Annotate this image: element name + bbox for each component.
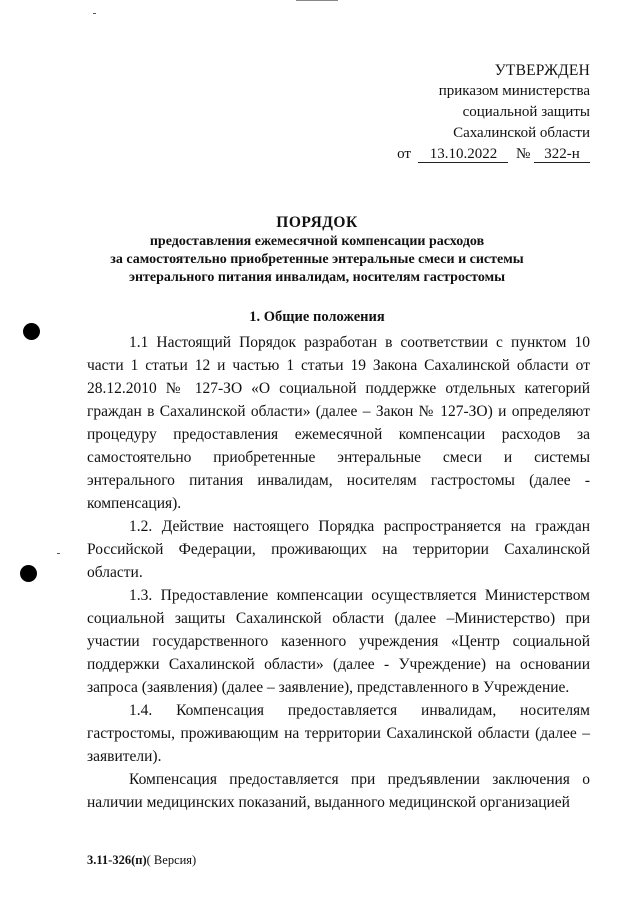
paragraph-continuation: Компенсация предоставляется при предъявлении заключения о наличии медицинских показаний, выданного медицинской организацией bbox=[87, 771, 590, 811]
paragraph-1-2: 1.2. Действие настоящего Порядка распространяется на граждан Российской Федерации, проживающих на территории Сахалинской области. bbox=[87, 518, 590, 581]
title-subtitle-3: энтерального питания инвалидам, носителям гастростомы bbox=[128, 270, 506, 285]
document-title bbox=[0, 213, 634, 287]
title-subtitle-1: предоставления ежемесячной компенсации расходов bbox=[149, 234, 485, 249]
scan-speck bbox=[57, 553, 60, 554]
approval-title: УТВЕРЖДЕН bbox=[494, 62, 590, 79]
number-sign: № bbox=[515, 146, 531, 162]
title-subtitle-2: за самостоятельно приобретенные энтеральные смеси и системы bbox=[110, 252, 524, 267]
punch-hole-bottom bbox=[20, 565, 37, 582]
approval-number: 322-н bbox=[534, 146, 590, 163]
footer-code: 3.11-326(п) bbox=[87, 853, 147, 867]
document-body bbox=[87, 331, 590, 814]
section-heading: 1. Общие положения bbox=[249, 309, 385, 325]
date-prefix: от bbox=[397, 146, 411, 162]
document-footer bbox=[87, 853, 196, 868]
paragraph-1-3: 1.3. Предоставление компенсации осуществляется Министерством социальной защиты Сахалинской области (далее –Министерство) при участии государственного казенного учреждения «Центр социальной поддержки Сахалинской области» (далее - Учреждение) на основании запроса (заявления) (далее – заявление), представленного в Учреждение. bbox=[87, 587, 590, 696]
approval-stamp bbox=[350, 60, 590, 165]
title-main: ПОРЯДОК bbox=[276, 214, 358, 231]
footer-version: ( Версия) bbox=[146, 853, 197, 867]
scan-edge-line bbox=[296, 0, 338, 1]
scan-speck bbox=[93, 13, 96, 14]
paragraph-1-4: 1.4. Компенсация предоставляется инвалидам, носителям гастростомы, проживающим на территории Сахалинской области (далее – заявители). bbox=[87, 702, 590, 765]
approval-date-line bbox=[350, 144, 590, 165]
approval-date: 13.10.2022 bbox=[418, 146, 508, 163]
approval-line: приказом министерства bbox=[438, 83, 590, 99]
approval-line: социальной защиты bbox=[462, 104, 590, 120]
approval-line: Сахалинской области bbox=[453, 125, 590, 141]
paragraph-1-1: 1.1 Настоящий Порядок разработан в соответствии с пунктом 10 части 1 статьи 12 и частью 1 статьи 19 Закона Сахалинской области от 28.12.2010 № 127-ЗО «О социальной поддержке отдельных категорий граждан в Сахалинской области» (далее – Закон № 127-ЗО) и определяют процедуру предоставления ежемесячной компенсации расходов за самостоятельно приобретенные энтеральные смеси и системы энтерального питания инвалидам, носителям гастростомы (далее - компенсация). bbox=[87, 334, 590, 512]
